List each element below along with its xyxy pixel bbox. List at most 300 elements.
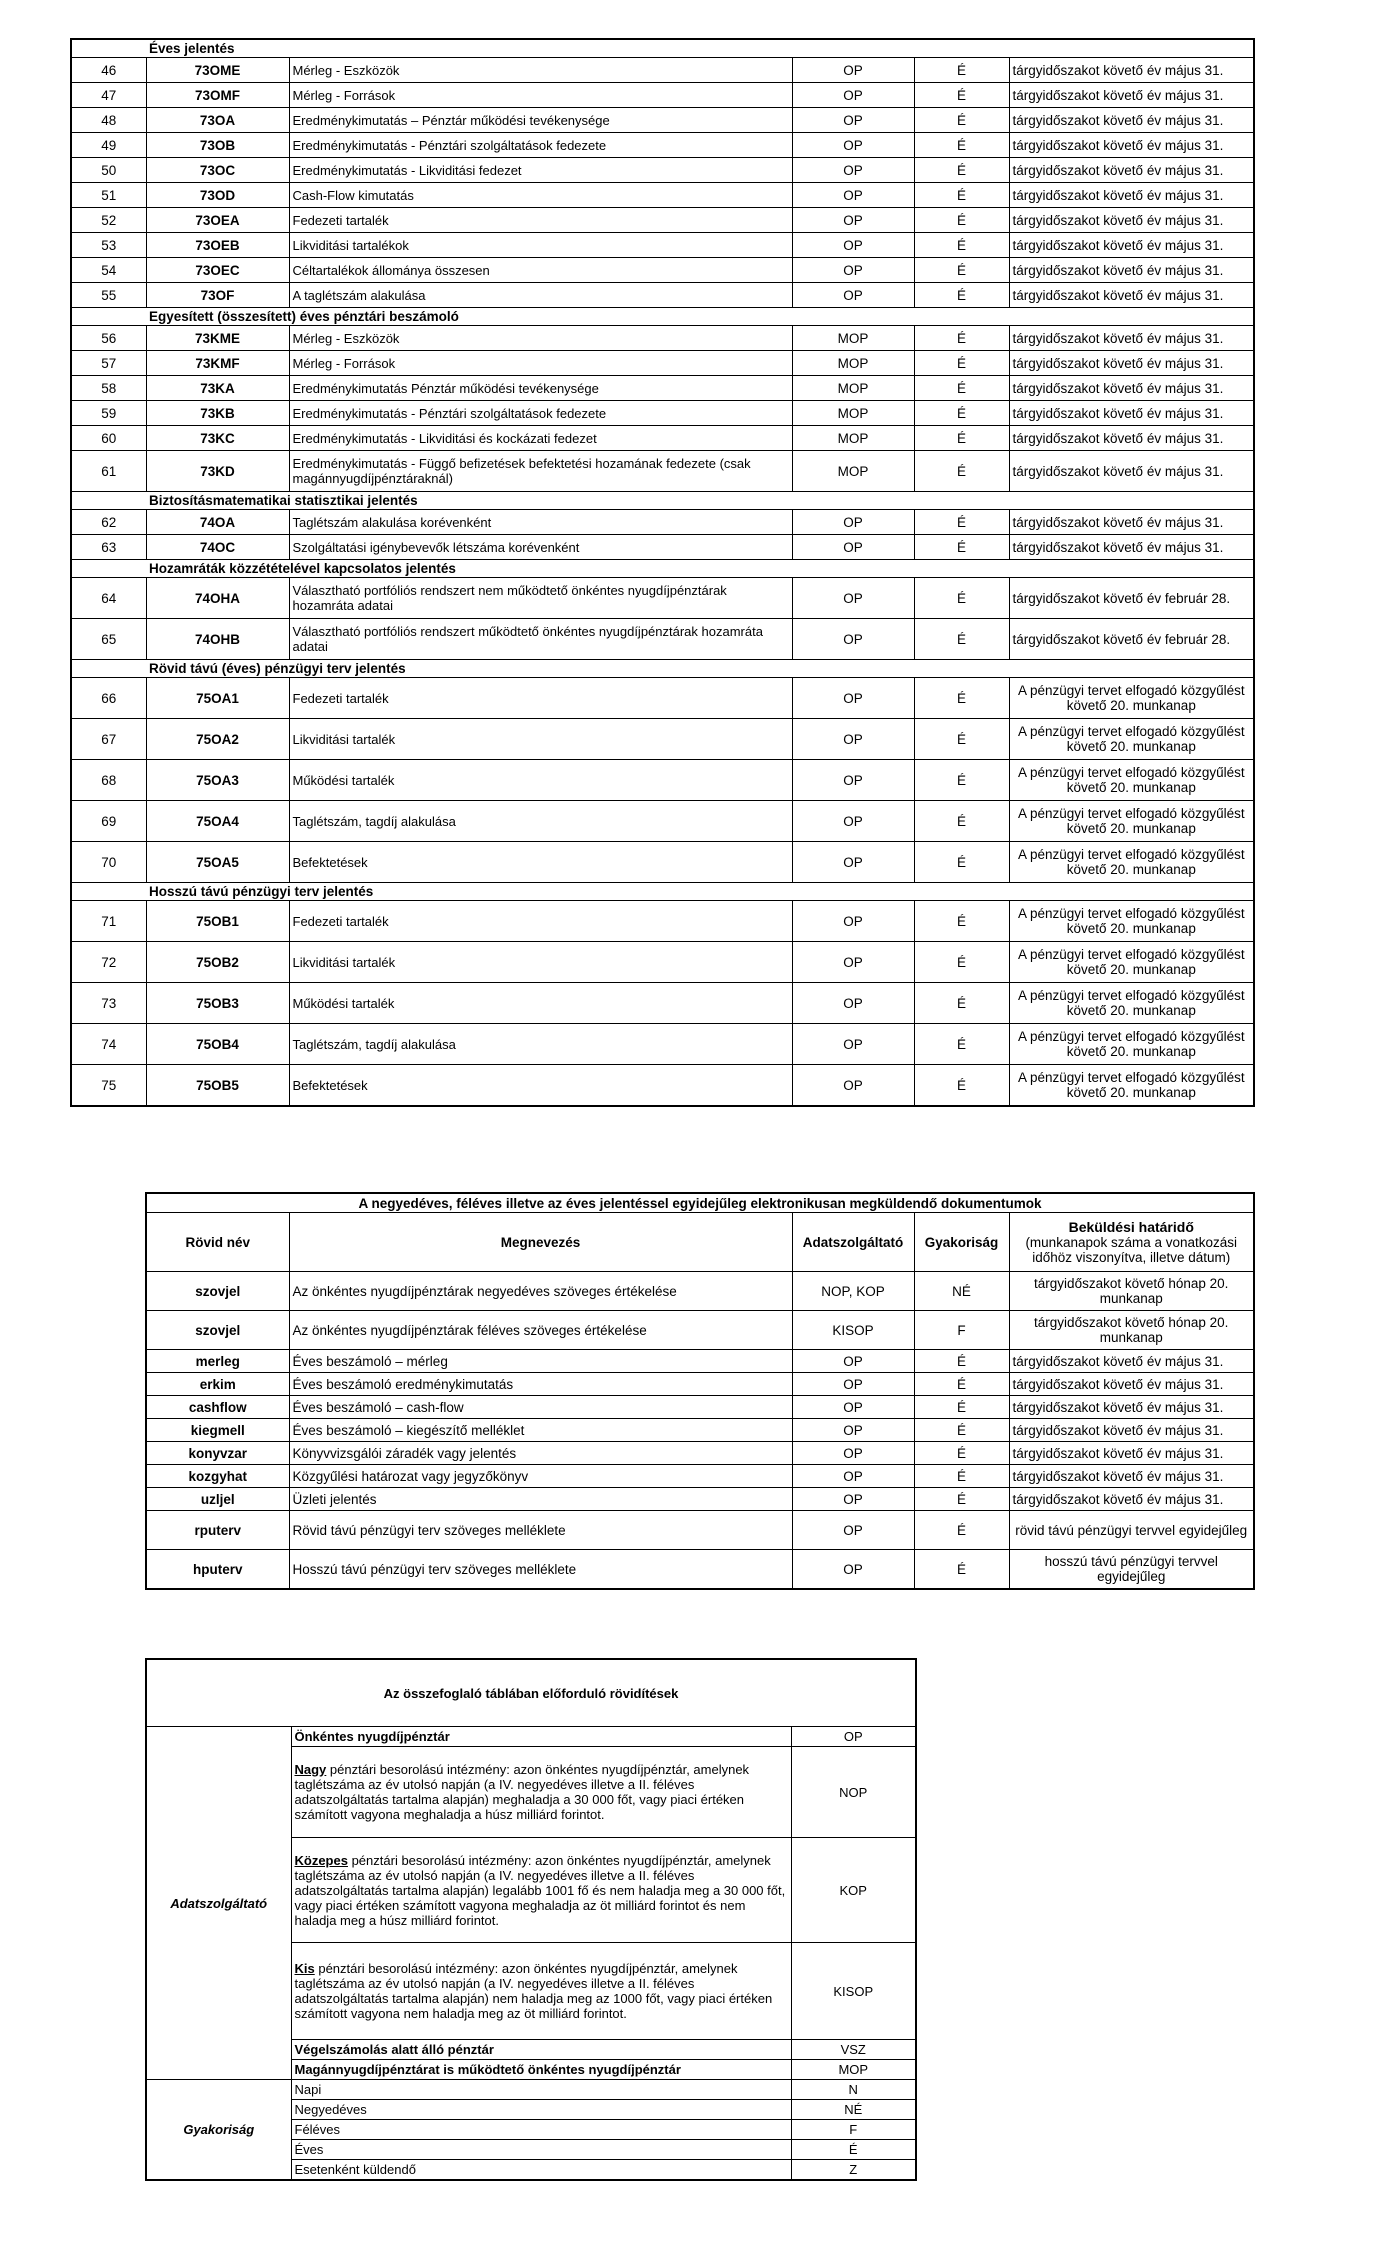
frequency-label: Esetenként küldendő <box>291 2160 791 2181</box>
row-number: 74 <box>71 1024 146 1065</box>
header-name: Megnevezés <box>289 1213 792 1272</box>
abbreviation-term: Magánnyugdíjpénztárat is működtető önkéntes nyugdíjpénztár <box>294 2062 681 2077</box>
header-deadline <box>1009 1213 1254 1272</box>
abbreviation-code: MOP <box>791 2060 916 2080</box>
report-code: 73OA <box>146 108 289 133</box>
deadline: tárgyidőszakot követő év május 31. <box>1009 376 1254 401</box>
report-name: Mérleg - Eszközök <box>289 58 792 83</box>
report-name: Taglétszám alakulása korévenként <box>289 510 792 535</box>
deadline: tárgyidőszakot követő év május 31. <box>1009 1396 1254 1419</box>
row-number: 73 <box>71 983 146 1024</box>
table-row <box>71 58 1254 83</box>
table-row <box>71 942 1254 983</box>
table-row <box>71 842 1254 883</box>
report-name: Választható portfóliós rendszert működtető önkéntes nyugdíjpénztárak hozamráta adatai <box>289 619 792 660</box>
provider-code: OP <box>792 619 914 660</box>
report-code: 74OHA <box>146 578 289 619</box>
table-row <box>146 1419 1254 1442</box>
row-number: 46 <box>71 58 146 83</box>
report-code: 74OC <box>146 535 289 560</box>
report-code: 73KD <box>146 451 289 492</box>
section-spacer <box>71 660 146 678</box>
short-name: szovjel <box>146 1272 289 1311</box>
abbreviation-term: Önkéntes nyugdíjpénztár <box>294 1729 450 1744</box>
short-name: cashflow <box>146 1396 289 1419</box>
deadline: A pénzügyi tervet elfogadó közgyűlést követő 20. munkanap <box>1009 901 1254 942</box>
report-code: 75OA4 <box>146 801 289 842</box>
deadline: A pénzügyi tervet elfogadó közgyűlést követő 20. munkanap <box>1009 1065 1254 1107</box>
frequency-code: É <box>914 108 1009 133</box>
row-number: 60 <box>71 426 146 451</box>
deadline: tárgyidőszakot követő év május 31. <box>1009 510 1254 535</box>
table-row <box>71 719 1254 760</box>
documents-table <box>145 1192 1255 1590</box>
row-number: 50 <box>71 158 146 183</box>
table-row <box>71 401 1254 426</box>
table-row <box>146 1488 1254 1511</box>
table-row <box>71 760 1254 801</box>
report-name: A taglétszám alakulása <box>289 283 792 308</box>
frequency-code: É <box>914 401 1009 426</box>
provider-code: OP <box>792 1465 914 1488</box>
table-row <box>71 183 1254 208</box>
provider-code: OP <box>792 901 914 942</box>
deadline: rövid távú pénzügyi tervvel egyidejűleg <box>1009 1511 1254 1550</box>
frequency-group-label: Gyakoriság <box>146 2080 291 2181</box>
report-name: Eredménykimutatás - Likviditási és kockázati fedezet <box>289 426 792 451</box>
provider-code: OP <box>792 942 914 983</box>
table-row <box>146 1272 1254 1311</box>
report-name: Választható portfóliós rendszert nem működtető önkéntes nyugdíjpénztárak hozamráta adatai <box>289 578 792 619</box>
row-number: 47 <box>71 83 146 108</box>
table-row <box>71 801 1254 842</box>
section-title: Hozamráták közzétételével kapcsolatos jelentés <box>146 560 1254 578</box>
report-code: 73KA <box>146 376 289 401</box>
provider-code: KISOP <box>792 1311 914 1350</box>
row-number: 64 <box>71 578 146 619</box>
frequency-label: Féléves <box>291 2120 791 2140</box>
table-row <box>71 158 1254 183</box>
report-code: 75OB2 <box>146 942 289 983</box>
document-name: Az önkéntes nyugdíjpénztárak féléves szöveges értékelése <box>289 1311 792 1350</box>
report-code: 74OHB <box>146 619 289 660</box>
table-row <box>146 1373 1254 1396</box>
row-number: 69 <box>71 801 146 842</box>
section-title: Biztosításmatematikai statisztikai jelentés <box>146 492 1254 510</box>
short-name: rputerv <box>146 1511 289 1550</box>
row-number: 56 <box>71 326 146 351</box>
frequency-code: É <box>914 326 1009 351</box>
provider-code: MOP <box>792 376 914 401</box>
table-row <box>71 208 1254 233</box>
provider-code: MOP <box>792 451 914 492</box>
frequency-code: É <box>914 1442 1009 1465</box>
frequency-code: É <box>914 1065 1009 1107</box>
frequency-code: É <box>914 1350 1009 1373</box>
frequency-code: É <box>914 760 1009 801</box>
table-row <box>146 1465 1254 1488</box>
row-number: 53 <box>71 233 146 258</box>
table-row <box>146 1511 1254 1550</box>
document-name: Az önkéntes nyugdíjpénztárak negyedéves szöveges értékelése <box>289 1272 792 1311</box>
abbreviation-description <box>291 1943 791 2040</box>
report-code: 73OF <box>146 283 289 308</box>
frequency-code: N <box>791 2080 916 2100</box>
row-number: 67 <box>71 719 146 760</box>
report-name: Fedezeti tartalék <box>289 208 792 233</box>
deadline: tárgyidőszakot követő év május 31. <box>1009 283 1254 308</box>
table-row <box>146 1550 1254 1590</box>
deadline: A pénzügyi tervet elfogadó közgyűlést követő 20. munkanap <box>1009 842 1254 883</box>
provider-code: OP <box>792 208 914 233</box>
table-row <box>71 678 1254 719</box>
abbreviation-definition: pénztári besorolású intézmény: azon önkéntes nyugdíjpénztár, amelynek taglétszáma az év utolsó napján (a IV. negyedéves illetve a II. féléves adatszolgáltatás tartalma alapján) legalább 1001 fő és nem haladja meg a 30 000 főt, vagy piaci értéken számított vagyona meghaladja az öt milliárd forintot és nem haladja meg a húsz milliárd forintot. <box>294 1852 786 1928</box>
frequency-code: NÉ <box>791 2100 916 2120</box>
report-name: Fedezeti tartalék <box>289 678 792 719</box>
report-code: 73OB <box>146 133 289 158</box>
frequency-code: É <box>914 1396 1009 1419</box>
table-row <box>71 258 1254 283</box>
row-number: 66 <box>71 678 146 719</box>
provider-code: OP <box>792 233 914 258</box>
provider-code: OP <box>792 1024 914 1065</box>
report-code: 74OA <box>146 510 289 535</box>
deadline: tárgyidőszakot követő év február 28. <box>1009 619 1254 660</box>
section-spacer <box>71 883 146 901</box>
abbreviations-table <box>145 1658 917 2181</box>
report-name: Céltartalékok állománya összesen <box>289 258 792 283</box>
deadline: tárgyidőszakot követő év május 31. <box>1009 83 1254 108</box>
frequency-code: É <box>914 208 1009 233</box>
table-row <box>71 351 1254 376</box>
table-row <box>71 535 1254 560</box>
frequency-row <box>146 2080 916 2100</box>
table-row <box>71 901 1254 942</box>
deadline: tárgyidőszakot követő év május 31. <box>1009 1350 1254 1373</box>
table-row <box>146 1442 1254 1465</box>
report-code: 75OA1 <box>146 678 289 719</box>
report-name: Eredménykimutatás - Függő befizetések befektetési hozamának fedezete (csak magánnyugdíjpénztáraknál) <box>289 451 792 492</box>
document-name: Rövid távú pénzügyi terv szöveges melléklete <box>289 1511 792 1550</box>
row-number: 59 <box>71 401 146 426</box>
document-name: Hosszú távú pénzügyi terv szöveges melléklete <box>289 1550 792 1590</box>
frequency-code: É <box>791 2140 916 2160</box>
section-row <box>71 660 1254 678</box>
provider-code: MOP <box>792 326 914 351</box>
report-code: 73OEA <box>146 208 289 233</box>
header-deadline-title: Beküldési határidő <box>1068 1218 1194 1235</box>
frequency-code: É <box>914 619 1009 660</box>
table-row <box>71 283 1254 308</box>
frequency-code: É <box>914 83 1009 108</box>
provider-code: OP <box>792 158 914 183</box>
frequency-label: Napi <box>291 2080 791 2100</box>
documents-table-title: A negyedéves, féléves illetve az éves jelentéssel egyidejűleg elektronikusan megküldendő dokumentumok <box>146 1193 1254 1213</box>
provider-code: OP <box>792 535 914 560</box>
report-code: 75OA2 <box>146 719 289 760</box>
deadline: A pénzügyi tervet elfogadó közgyűlést követő 20. munkanap <box>1009 1024 1254 1065</box>
table-row <box>71 426 1254 451</box>
table-row <box>71 326 1254 351</box>
frequency-code: É <box>914 183 1009 208</box>
frequency-code: É <box>914 1488 1009 1511</box>
abbreviation-description <box>291 1747 791 1838</box>
abbreviation-term: Kis <box>294 1961 315 1976</box>
frequency-code: É <box>914 283 1009 308</box>
provider-code: OP <box>792 183 914 208</box>
report-name: Eredménykimutatás - Likviditási fedezet <box>289 158 792 183</box>
frequency-code: É <box>914 351 1009 376</box>
provider-code: OP <box>792 108 914 133</box>
document-name: Éves beszámoló – cash-flow <box>289 1396 792 1419</box>
deadline: tárgyidőszakot követő év május 31. <box>1009 1373 1254 1396</box>
deadline: A pénzügyi tervet elfogadó közgyűlést követő 20. munkanap <box>1009 719 1254 760</box>
frequency-code: É <box>914 510 1009 535</box>
frequency-code: É <box>914 376 1009 401</box>
report-code: 75OB1 <box>146 901 289 942</box>
frequency-code: É <box>914 1024 1009 1065</box>
provider-code: OP <box>792 58 914 83</box>
section-title: Éves jelentés <box>146 39 1254 58</box>
frequency-code: Z <box>791 2160 916 2181</box>
short-name: konyvzar <box>146 1442 289 1465</box>
provider-group-label: Adatszolgáltató <box>146 1727 291 2080</box>
section-title: Rövid távú (éves) pénzügyi terv jelentés <box>146 660 1254 678</box>
report-code: 73OEB <box>146 233 289 258</box>
report-name: Fedezeti tartalék <box>289 901 792 942</box>
provider-code: MOP <box>792 351 914 376</box>
report-code: 75OB3 <box>146 983 289 1024</box>
deadline: tárgyidőszakot követő év február 28. <box>1009 578 1254 619</box>
frequency-code: É <box>914 719 1009 760</box>
provider-code: MOP <box>792 426 914 451</box>
table-row <box>71 619 1254 660</box>
report-name: Mérleg - Eszközök <box>289 326 792 351</box>
section-row <box>71 492 1254 510</box>
report-name: Likviditási tartalék <box>289 719 792 760</box>
section-spacer <box>71 39 146 58</box>
report-code: 73OMF <box>146 83 289 108</box>
frequency-code: É <box>914 426 1009 451</box>
frequency-code: É <box>914 578 1009 619</box>
table-row <box>71 578 1254 619</box>
table-row <box>71 510 1254 535</box>
reports-table <box>70 38 1255 1107</box>
deadline: tárgyidőszakot követő év május 31. <box>1009 1465 1254 1488</box>
section-row <box>71 39 1254 58</box>
provider-code: OP <box>792 1442 914 1465</box>
report-code: 73OEC <box>146 258 289 283</box>
provider-code: OP <box>792 801 914 842</box>
provider-code: OP <box>792 510 914 535</box>
report-name: Szolgáltatási igénybevevők létszáma korévenként <box>289 535 792 560</box>
row-number: 54 <box>71 258 146 283</box>
table-row <box>71 108 1254 133</box>
provider-code: OP <box>792 1396 914 1419</box>
provider-code: OP <box>792 719 914 760</box>
deadline: A pénzügyi tervet elfogadó közgyűlést követő 20. munkanap <box>1009 801 1254 842</box>
frequency-code: É <box>914 901 1009 942</box>
report-code: 75OB4 <box>146 1024 289 1065</box>
frequency-code: É <box>914 1465 1009 1488</box>
frequency-code: F <box>791 2120 916 2140</box>
abbreviation-definition: pénztári besorolású intézmény: azon önkéntes nyugdíjpénztár, amelynek taglétszáma az év utolsó napján (a IV. negyedéves illetve a II. féléves adatszolgáltatás tartalma alapján) meghaladja a 30 000 főt, vagy piaci értéken számított vagyona meghaladja a húsz milliárd forintot. <box>294 1762 750 1822</box>
report-name: Taglétszám, tagdíj alakulása <box>289 801 792 842</box>
provider-code: OP <box>792 983 914 1024</box>
report-code: 75OA3 <box>146 760 289 801</box>
report-code: 73OD <box>146 183 289 208</box>
deadline: tárgyidőszakot követő év május 31. <box>1009 108 1254 133</box>
row-number: 58 <box>71 376 146 401</box>
table-row <box>71 133 1254 158</box>
table-row <box>71 233 1254 258</box>
report-code: 75OA5 <box>146 842 289 883</box>
deadline: tárgyidőszakot követő év május 31. <box>1009 158 1254 183</box>
provider-code: OP <box>792 258 914 283</box>
short-name: kiegmell <box>146 1419 289 1442</box>
frequency-code: É <box>914 133 1009 158</box>
abbreviation-term: Nagy <box>294 1762 327 1777</box>
header-short-name: Rövid név <box>146 1213 289 1272</box>
deadline: A pénzügyi tervet elfogadó közgyűlést követő 20. munkanap <box>1009 760 1254 801</box>
provider-code: OP <box>792 1350 914 1373</box>
table-row <box>71 983 1254 1024</box>
report-code: 75OB5 <box>146 1065 289 1107</box>
deadline: tárgyidőszakot követő év május 31. <box>1009 183 1254 208</box>
report-name: Likviditási tartalékok <box>289 233 792 258</box>
frequency-code: É <box>914 1550 1009 1590</box>
short-name: kozgyhat <box>146 1465 289 1488</box>
frequency-code: É <box>914 58 1009 83</box>
short-name: hputerv <box>146 1550 289 1590</box>
deadline: tárgyidőszakot követő év május 31. <box>1009 451 1254 492</box>
deadline: tárgyidőszakot követő év május 31. <box>1009 426 1254 451</box>
report-name: Működési tartalék <box>289 983 792 1024</box>
deadline: hosszú távú pénzügyi tervvel egyidejűleg <box>1009 1550 1254 1590</box>
section-spacer <box>71 492 146 510</box>
row-number: 65 <box>71 619 146 660</box>
report-name: Befektetések <box>289 1065 792 1107</box>
frequency-label: Éves <box>291 2140 791 2160</box>
report-name: Eredménykimutatás Pénztár működési tevékenysége <box>289 376 792 401</box>
deadline: tárgyidőszakot követő év május 31. <box>1009 401 1254 426</box>
frequency-code: É <box>914 233 1009 258</box>
row-number: 49 <box>71 133 146 158</box>
row-number: 55 <box>71 283 146 308</box>
frequency-label: Negyedéves <box>291 2100 791 2120</box>
deadline: tárgyidőszakot követő év május 31. <box>1009 535 1254 560</box>
section-spacer <box>71 308 146 326</box>
report-code: 73OC <box>146 158 289 183</box>
deadline: A pénzügyi tervet elfogadó közgyűlést követő 20. munkanap <box>1009 983 1254 1024</box>
provider-code: OP <box>792 283 914 308</box>
frequency-code: É <box>914 842 1009 883</box>
report-name: Eredménykimutatás - Pénztári szolgáltatások fedezete <box>289 401 792 426</box>
deadline: tárgyidőszakot követő hónap 20. munkanap <box>1009 1272 1254 1311</box>
frequency-code: É <box>914 1511 1009 1550</box>
short-name: merleg <box>146 1350 289 1373</box>
provider-code: OP <box>792 842 914 883</box>
abbreviation-description <box>291 2040 791 2060</box>
abbreviation-code: NOP <box>791 1747 916 1838</box>
table-row <box>146 1396 1254 1419</box>
table-row <box>71 376 1254 401</box>
abbreviation-code: VSZ <box>791 2040 916 2060</box>
report-code: 73KME <box>146 326 289 351</box>
table-row <box>71 1024 1254 1065</box>
document-name: Éves beszámoló eredménykimutatás <box>289 1373 792 1396</box>
report-name: Működési tartalék <box>289 760 792 801</box>
report-code: 73OME <box>146 58 289 83</box>
deadline: tárgyidőszakot követő év május 31. <box>1009 233 1254 258</box>
report-name: Mérleg - Források <box>289 83 792 108</box>
frequency-code: É <box>914 258 1009 283</box>
document-name: Üzleti jelentés <box>289 1488 792 1511</box>
frequency-code: É <box>914 1373 1009 1396</box>
report-name: Cash-Flow kimutatás <box>289 183 792 208</box>
frequency-code: É <box>914 158 1009 183</box>
provider-code: OP <box>792 1550 914 1590</box>
section-row <box>71 308 1254 326</box>
deadline: tárgyidőszakot követő év május 31. <box>1009 351 1254 376</box>
abbreviation-code: KISOP <box>791 1943 916 2040</box>
table-row <box>71 83 1254 108</box>
abbreviation-code: OP <box>791 1727 916 1747</box>
deadline: tárgyidőszakot követő év május 31. <box>1009 326 1254 351</box>
report-name: Likviditási tartalék <box>289 942 792 983</box>
frequency-code: É <box>914 1419 1009 1442</box>
abbreviation-row <box>146 1727 916 1747</box>
report-name: Taglétszám, tagdíj alakulása <box>289 1024 792 1065</box>
deadline: tárgyidőszakot követő év május 31. <box>1009 1419 1254 1442</box>
abbreviation-description <box>291 1727 791 1747</box>
table-row <box>71 451 1254 492</box>
row-number: 63 <box>71 535 146 560</box>
abbreviation-term: Közepes <box>294 1852 348 1868</box>
provider-code: OP <box>792 578 914 619</box>
header-provider: Adatszolgáltató <box>792 1213 914 1272</box>
row-number: 52 <box>71 208 146 233</box>
provider-code: OP <box>792 1065 914 1107</box>
row-number: 70 <box>71 842 146 883</box>
deadline: tárgyidőszakot követő év május 31. <box>1009 258 1254 283</box>
row-number: 68 <box>71 760 146 801</box>
deadline: tárgyidőszakot követő év május 31. <box>1009 1442 1254 1465</box>
section-title: Hosszú távú pénzügyi terv jelentés <box>146 883 1254 901</box>
table-row <box>146 1311 1254 1350</box>
row-number: 72 <box>71 942 146 983</box>
header-deadline-sub: (munkanapok száma a vonatkozási időhöz viszonyítva, illetve dátum) <box>1025 1234 1238 1265</box>
report-code: 73KB <box>146 401 289 426</box>
frequency-code: NÉ <box>914 1272 1009 1311</box>
document-name: Éves beszámoló – mérleg <box>289 1350 792 1373</box>
provider-code: OP <box>792 1511 914 1550</box>
report-code: 73KMF <box>146 351 289 376</box>
deadline: tárgyidőszakot követő év május 31. <box>1009 133 1254 158</box>
frequency-code: É <box>914 451 1009 492</box>
row-number: 51 <box>71 183 146 208</box>
frequency-code: É <box>914 678 1009 719</box>
deadline: tárgyidőszakot követő év május 31. <box>1009 1488 1254 1511</box>
header-frequency: Gyakoriság <box>914 1213 1009 1272</box>
report-name: Eredménykimutatás – Pénztár működési tevékenysége <box>289 108 792 133</box>
row-number: 61 <box>71 451 146 492</box>
abbreviation-definition: pénztári besorolású intézmény: azon önkéntes nyugdíjpénztár, amelynek taglétszáma az év utolsó napján (a IV. negyedéves illetve a II. féléves adatszolgáltatás tartalma alapján) nem haladja meg az 1000 főt, vagy piaci értéken számított vagyona nem haladja meg az öt milliárd forintot. <box>294 1961 773 2021</box>
short-name: erkim <box>146 1373 289 1396</box>
provider-code: OP <box>792 678 914 719</box>
frequency-code: É <box>914 983 1009 1024</box>
provider-code: OP <box>792 760 914 801</box>
